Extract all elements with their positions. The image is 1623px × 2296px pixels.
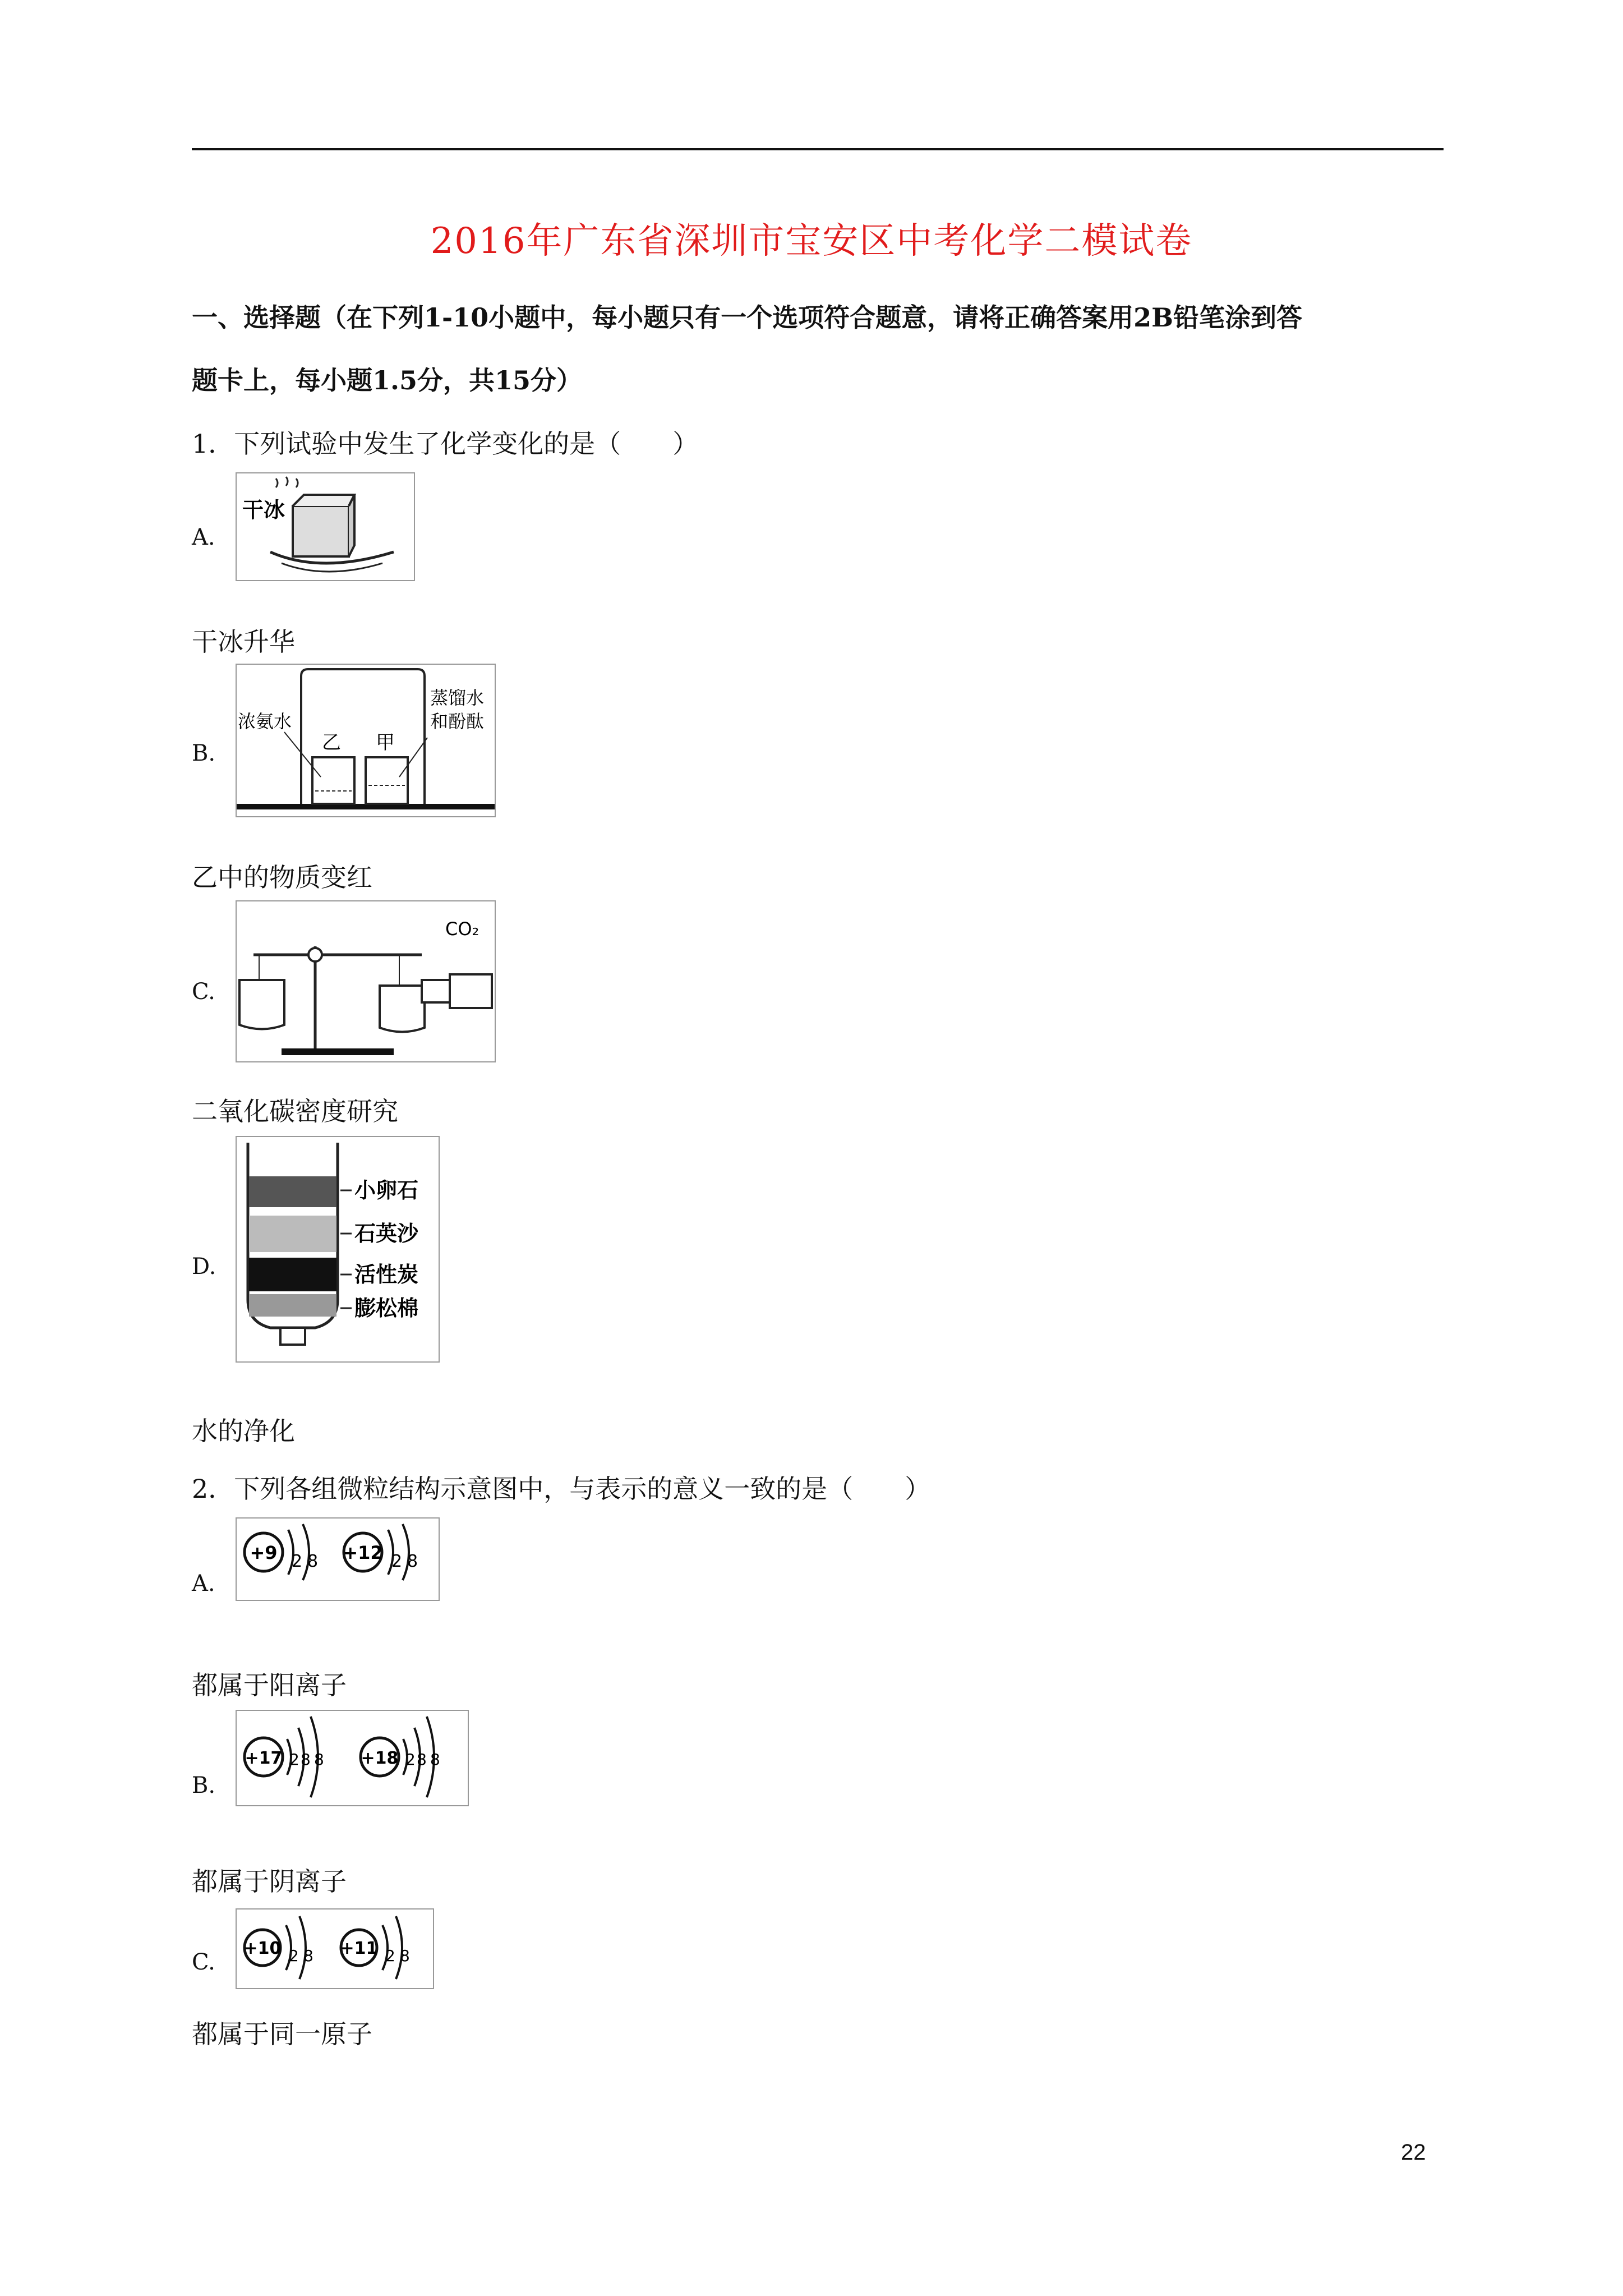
q2-option-a-caption: 都属于阳离子 xyxy=(192,1670,347,1700)
q2-option-c-figure xyxy=(236,1908,434,1989)
q1-option-c-figure xyxy=(236,900,496,1062)
q1-option-c-letter: C. xyxy=(192,979,215,1005)
dry-ice-label: 干冰 xyxy=(242,498,285,522)
q1-option-c-caption: 二氧化碳密度研究 xyxy=(192,1096,398,1126)
atom-b2-nucleus: +18 xyxy=(361,1749,399,1768)
q1-option-d-figure xyxy=(236,1136,440,1363)
question-1-stem: 1．下列试验中发生了化学变化的是（ ） xyxy=(192,429,699,459)
beaker-jia-label: 甲 xyxy=(376,731,395,754)
q1-option-d-letter: D. xyxy=(192,1254,216,1280)
atom-b1-shell3: 8 xyxy=(314,1750,324,1769)
section-heading-line2: 题卡上，每小题1.5分，共15分） xyxy=(192,365,583,395)
atom-c2-nucleus: +11 xyxy=(340,1939,378,1958)
q1-option-d-caption: 水的净化 xyxy=(192,1416,295,1446)
atom-b2-shell1: 2 xyxy=(405,1750,416,1769)
phenolphthalein-label: 和酚酞 xyxy=(430,711,485,732)
atom-a2-shell2: 8 xyxy=(407,1552,418,1571)
distilled-water-label: 蒸馏水 xyxy=(430,687,485,708)
pebbles-label: 小卵石 xyxy=(354,1178,419,1203)
quartz-sand-label: 石英沙 xyxy=(354,1221,419,1246)
top-rule xyxy=(192,148,1444,150)
q1-option-a-figure xyxy=(236,472,415,581)
beaker-yi-label: 乙 xyxy=(322,731,341,754)
atom-a1-shell2: 8 xyxy=(307,1552,319,1571)
question-2-stem: 2．下列各组微粒结构示意图中，与表示的意义一致的是（ ） xyxy=(192,1474,931,1504)
atom-c1-shell1: 2 xyxy=(289,1947,299,1965)
ammonia-label: 浓氨水 xyxy=(238,711,292,732)
q2-option-c-letter: C. xyxy=(192,1949,215,1975)
atom-b2-shell2: 8 xyxy=(417,1750,427,1769)
q2-option-a-letter: A. xyxy=(192,1571,215,1596)
cotton-label: 膨松棉 xyxy=(354,1296,419,1320)
atom-a1-shell1: 2 xyxy=(292,1552,303,1571)
atom-b1-shell1: 2 xyxy=(289,1750,299,1769)
atom-b2-shell3: 8 xyxy=(430,1750,440,1769)
page-title: 2016年广东省深圳市宝安区中考化学二模试卷 xyxy=(430,220,1193,262)
co2-label: CO₂ xyxy=(445,918,479,940)
atom-c2-shell2: 8 xyxy=(400,1947,410,1965)
activated-carbon-label: 活性炭 xyxy=(354,1262,419,1287)
atom-b1-shell2: 8 xyxy=(301,1750,311,1769)
atom-c2-shell1: 2 xyxy=(385,1947,395,1965)
q2-option-b-caption: 都属于阴离子 xyxy=(192,1866,347,1897)
atom-a1-nucleus: +9 xyxy=(250,1542,278,1563)
q2-option-a-figure xyxy=(236,1517,440,1601)
q2-option-b-letter: B. xyxy=(192,1773,216,1798)
q1-option-a-caption: 干冰升华 xyxy=(192,627,295,657)
q1-option-b-figure xyxy=(236,664,496,817)
atom-c1-nucleus: +10 xyxy=(243,1939,282,1958)
page-number: 22 xyxy=(1401,2140,1426,2165)
section-heading-line1: 一、选择题（在下列1-10小题中，每小题只有一个选项符合题意，请将正确答案用2B铅笔涂到答 xyxy=(192,302,1302,333)
q1-option-b-letter: B. xyxy=(192,740,216,766)
atom-c1-shell2: 8 xyxy=(303,1947,313,1965)
q1-option-b-caption: 乙中的物质变红 xyxy=(192,862,372,892)
atom-a2-nucleus: +12 xyxy=(343,1542,383,1563)
q2-option-c-caption: 都属于同一原子 xyxy=(192,2019,372,2049)
q1-option-a-letter: A. xyxy=(192,524,215,550)
atom-a2-shell1: 2 xyxy=(391,1552,403,1571)
q2-option-b-figure xyxy=(236,1710,469,1806)
atom-b1-nucleus: +17 xyxy=(245,1749,283,1768)
